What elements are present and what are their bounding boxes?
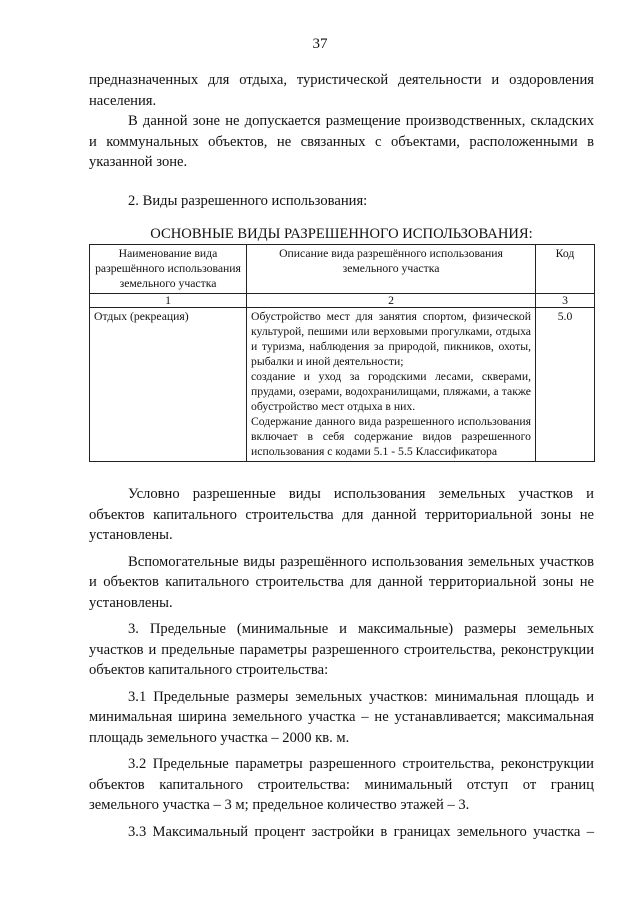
spacer (89, 173, 594, 191)
page-content (89, 70, 594, 842)
paragraph-limit-3-3: 3.3 Максимальный процент застройки в границах земельного участка – (128, 823, 594, 840)
page-number: 37 (312, 36, 328, 52)
use-description-cell (247, 308, 536, 462)
table-header-code: Код (536, 245, 595, 294)
column-number: 3 (536, 294, 595, 308)
column-number: 2 (247, 294, 536, 308)
column-number: 1 (90, 294, 247, 308)
paragraph-prohibition: В данной зоне не допускается размещение производственных, складских и коммунальных объектов, не связанных с объектами, расположенными в указанной зоне. (89, 113, 594, 170)
paragraph-conditional-uses: Условно разрешенные виды использования земельных участков и объектов капитального строительства для данной территориальной зоны не установлены. (89, 486, 594, 543)
paragraph-limits-heading: 3. Предельные (минимальные и максимальные) размеры земельных участков и предельные параметры разрешенного строительства, реконструкции объектов капитального строительства: (89, 621, 594, 678)
paragraph-auxiliary-uses: Вспомогательные виды разрешённого использования земельных участков и объектов капитального строительства для данной территориальной зоны не установлены. (89, 553, 594, 611)
table-column-numbers-row (90, 294, 595, 308)
paragraph-limit-3-1: 3.1 Предельные размеры земельных участков: минимальная площадь и минимальная ширина земельного участка – не устанавливается; максимальная площадь земельного участка – 2000 кв. м. (89, 688, 594, 746)
permitted-uses-table (89, 244, 595, 462)
use-code-cell: 5.0 (536, 308, 595, 462)
table-header-description: Описание вида разрешённого использования земельного участка (247, 245, 536, 294)
paragraph-continuation: предназначенных для отдыха, туристической деятельности и оздоровления населения. (89, 72, 594, 109)
section-heading: 2. Виды разрешенного использования: (128, 192, 368, 209)
description-line: Обустройство мест для занятия спортом, физической культурой, пешими или верховыми прогулками, отдыха и туризма, наблюдения за природой, пикников, охоты, рыбалки и иной деятельности; (251, 310, 531, 368)
table-row (90, 308, 595, 462)
description-line: создание и уход за городскими лесами, скверами, прудами, озерами, водохранилищами, пляжами, а также обустройство мест отдыха в них. (251, 370, 531, 413)
use-name-cell: Отдых (рекреация) (90, 308, 247, 462)
table-title: ОСНОВНЫЕ ВИДЫ РАЗРЕШЕННОГО ИСПОЛЬЗОВАНИЯ: (150, 226, 533, 242)
table-header-name: Наименование вида разрешённого использования земельного участка (90, 245, 247, 294)
paragraph-limit-3-2: 3.2 Предельные параметры разрешенного строительства, реконструкции объектов капитального строительства: минимальный отступ от границ земельного участка – 3 м; предельное количество этажей – 3. (89, 756, 594, 813)
spacer (89, 462, 594, 484)
table-header-row (90, 245, 595, 294)
description-line: Содержание данного вида разрешенного использования включает в себя содержание видов разрешенного использования с кодами 5.1 - 5.5 Классификатора (251, 415, 531, 458)
